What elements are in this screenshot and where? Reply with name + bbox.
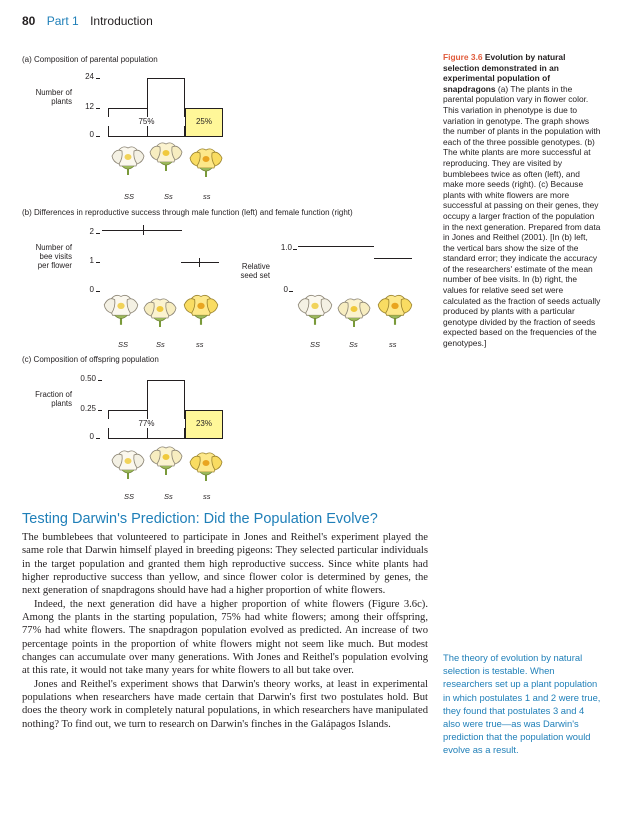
panel-c-genotype-Ss: Ss	[164, 492, 173, 501]
panel-c-tick-050: 0.50	[80, 374, 96, 383]
panel-b-bee-visits-white	[102, 230, 182, 231]
panel-b-left-genotype-SS: SS	[118, 340, 129, 349]
panel-b-right-genotype-SS: SS	[310, 340, 321, 349]
body-paragraph-1: The bumblebees that volunteered to participate in Jones and Reithel's experiment played the same role that Darwin himself played in breeding pigeons: They selected particular individuals in the target population and granted them high reproductive success. Since white plants had higher reproductive success than yellow, and since flower color is determined by genes, the next generation of snapdragons should have had a higher proportion of white flowers.	[22, 532, 428, 597]
figure-caption-title: Evolution by natural selection demonstrated in an experimental population of snapdragons	[443, 52, 566, 94]
panel-b-seed-set-yellow	[374, 258, 412, 259]
panel-b-left-tick-0: 0	[89, 285, 94, 294]
panel-a-bar-ss-hetero	[147, 78, 185, 137]
panel-b-right-tick-0: 0	[283, 285, 288, 294]
figure-caption-text: (a) The plants in the parental population vary in flower color. This variation in phenotype is due to variation in genotype. The graph shows the number of plants in the population with each of the three possible genotypes. (b) The white plants are more successful at reproducing. They are visited by bumblebees twice as often (left), and make more seeds (right). (c) Because plants with white flowers are more successful at passing on their genes, they occupy a larger fraction of the population in the next generation. Prepared from data in Jones and Reithel (2001). [In (b) left, the vertical bars show the size of the standard error; they indicate the accuracy of the researchers' estimate of the mean number of bee visits. In (b) right, the values for relative seed set were calculated as the fraction of seeds actually produced by plants with a particular genotype divided by the fraction of seeds expected based on the frequencies of the genotypes.]	[443, 83, 601, 349]
panel-b-left-genotype-Ss: Ss	[156, 340, 165, 349]
panel-a-genotype-SS: SS	[124, 192, 135, 201]
body-paragraph-3: Jones and Reithel's experiment shows that Darwin's theory works, at least in experimental populations when researchers have made certain that Darwin's first two postulates hold. But does the theory work in completely natural populations, in which researchers have manipulated nothing? To find out, we turn to research on Darwin's finches in the Galápagos Islands.	[22, 678, 428, 730]
panel-c-bar-ss-hetero	[147, 380, 185, 439]
panel-b-left-y-label: Number of bee visits per flower	[35, 243, 72, 270]
panel-a-genotype-ss: ss	[203, 192, 211, 201]
panel-a-y-label: Number of plants	[35, 88, 72, 106]
panel-c-tick-025: 0.25	[80, 404, 96, 413]
panel-b-bee-visits-yellow	[181, 262, 219, 263]
panel-a-flowers	[108, 138, 228, 193]
panel-a-yellow-percent: 25%	[195, 117, 212, 126]
panel-c-tick-0: 0	[89, 432, 94, 441]
panel-c-flowers	[108, 442, 228, 494]
panel-a-white-percent: 75%	[108, 117, 185, 126]
panel-a-tick-0: 0	[89, 130, 94, 139]
figure-caption	[443, 52, 601, 349]
panel-c-y-label: Fraction of plants	[35, 390, 72, 408]
panel-b-right-tick-1: 1.0	[280, 243, 292, 252]
panel-b-error-bar-white	[143, 225, 144, 235]
margin-note: The theory of evolution by natural selection is testable. When researchers set up a plant population in which postulates 1 and 2 were true, they found that postulates 3 and 4 also were true—as was Darwin's prediction that the population would evolve as a result.	[443, 652, 601, 756]
body-text	[22, 531, 428, 731]
panel-c-yellow-percent: 23%	[195, 419, 212, 428]
panel-c-white-percent: 77%	[108, 419, 185, 428]
panel-b-error-bar-yellow	[199, 258, 200, 267]
panel-a-title: (a) Composition of parental population	[22, 55, 158, 64]
panel-c-genotype-ss: ss	[203, 492, 211, 501]
panel-a-tick-24: 24	[85, 72, 94, 81]
panel-b-title: (b) Differences in reproductive success through male function (left) and female function (right)	[22, 208, 353, 217]
panel-b-right-y-label: Relative seed set	[240, 262, 270, 280]
panel-b-left-tick-1: 1	[89, 256, 94, 265]
panel-a-tick-12: 12	[85, 102, 94, 111]
section-title: Testing Darwin's Prediction: Did the Population Evolve?	[22, 511, 378, 527]
panel-c-genotype-SS: SS	[124, 492, 135, 501]
panel-b-seed-set-white	[298, 246, 374, 247]
body-paragraph-2: Indeed, the next generation did have a higher proportion of white flowers (Figure 3.6c). Among the plants in the starting population, 75% had white flowers; among their offspring, 77% had white flowers. The snapdragon population evolved as predicted. An increase of two percentage points in the proportion of white flowers might not seem like much. But modest changes can accumulate over many generations. With Jones and Reithel's population evolving at this rate, it would not take many years for white flowers to all but take over.	[22, 598, 428, 677]
panel-b-right-genotype-ss: ss	[389, 340, 397, 349]
running-header	[22, 14, 153, 28]
section-label: Introduction	[90, 14, 153, 28]
panel-a-genotype-Ss: Ss	[164, 192, 173, 201]
panel-b-left-tick-2: 2	[89, 227, 94, 236]
panel-c-title: (c) Composition of offspring population	[22, 355, 159, 364]
panel-b-left-genotype-ss: ss	[196, 340, 204, 349]
part-label: Part 1	[46, 14, 79, 28]
panel-b-right-flowers	[294, 290, 416, 342]
figure-number: Figure 3.6	[443, 52, 483, 62]
page-number: 80	[22, 14, 36, 28]
panel-b-left-flowers	[100, 290, 222, 342]
panel-b-right-genotype-Ss: Ss	[349, 340, 358, 349]
